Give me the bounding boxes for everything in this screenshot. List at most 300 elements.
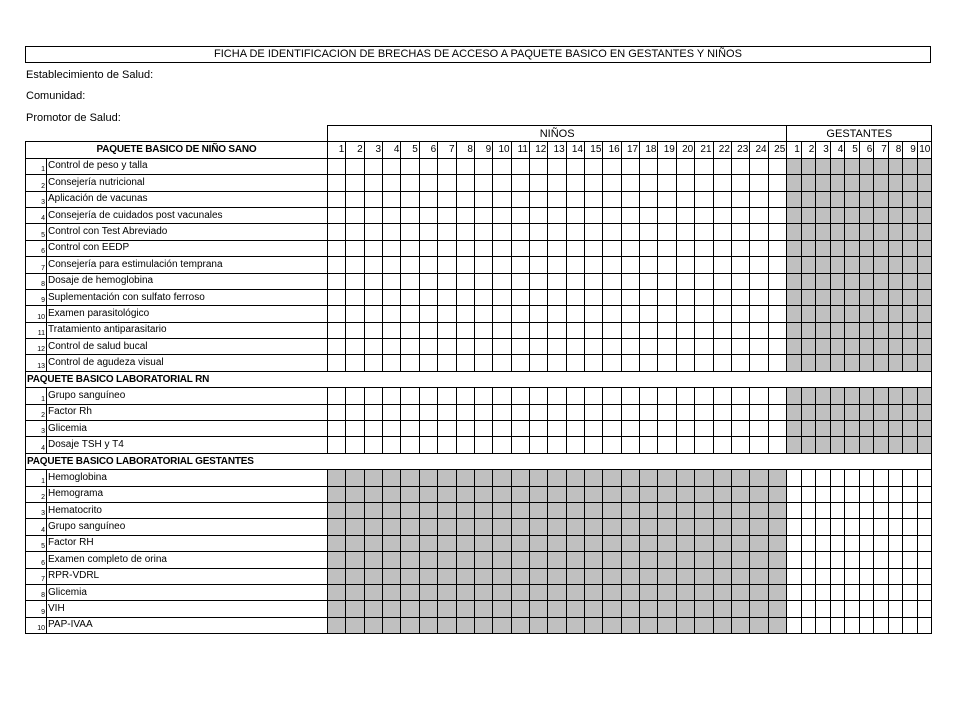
nino-check-cell[interactable]	[750, 175, 768, 191]
nino-check-cell[interactable]	[713, 355, 731, 371]
gestante-check-cell[interactable]	[859, 601, 874, 617]
nino-check-cell[interactable]	[731, 273, 749, 289]
nino-check-cell[interactable]	[676, 322, 694, 338]
nino-check-cell[interactable]	[548, 158, 566, 174]
nino-check-cell[interactable]	[713, 257, 731, 273]
gestante-check-cell[interactable]	[787, 470, 802, 486]
gestante-check-cell[interactable]	[801, 552, 816, 568]
nino-check-cell[interactable]	[511, 240, 529, 256]
nino-check-cell[interactable]	[493, 339, 511, 355]
nino-check-cell[interactable]	[750, 273, 768, 289]
nino-check-cell[interactable]	[364, 421, 382, 437]
gestante-check-cell[interactable]	[888, 552, 903, 568]
nino-check-cell[interactable]	[768, 224, 787, 240]
nino-check-cell[interactable]	[383, 224, 401, 240]
gestante-check-cell[interactable]	[845, 470, 860, 486]
gestante-check-cell[interactable]	[903, 502, 918, 518]
nino-check-cell[interactable]	[750, 322, 768, 338]
nino-check-cell[interactable]	[401, 437, 419, 453]
nino-check-cell[interactable]	[493, 306, 511, 322]
gestante-check-cell[interactable]	[830, 601, 845, 617]
nino-check-cell[interactable]	[658, 158, 676, 174]
nino-check-cell[interactable]	[456, 404, 474, 420]
gestante-check-cell[interactable]	[874, 535, 889, 551]
nino-check-cell[interactable]	[511, 158, 529, 174]
nino-check-cell[interactable]	[731, 240, 749, 256]
nino-check-cell[interactable]	[585, 273, 603, 289]
nino-check-cell[interactable]	[456, 175, 474, 191]
nino-check-cell[interactable]	[346, 175, 364, 191]
nino-check-cell[interactable]	[438, 207, 456, 223]
nino-check-cell[interactable]	[474, 273, 492, 289]
gestante-check-cell[interactable]	[845, 519, 860, 535]
nino-check-cell[interactable]	[493, 240, 511, 256]
nino-check-cell[interactable]	[695, 388, 713, 404]
nino-check-cell[interactable]	[529, 289, 547, 305]
nino-check-cell[interactable]	[346, 289, 364, 305]
nino-check-cell[interactable]	[548, 191, 566, 207]
nino-check-cell[interactable]	[493, 421, 511, 437]
nino-check-cell[interactable]	[603, 191, 621, 207]
nino-check-cell[interactable]	[603, 175, 621, 191]
nino-check-cell[interactable]	[346, 224, 364, 240]
nino-check-cell[interactable]	[383, 273, 401, 289]
gestante-check-cell[interactable]	[859, 519, 874, 535]
gestante-check-cell[interactable]	[903, 552, 918, 568]
nino-check-cell[interactable]	[640, 388, 658, 404]
nino-check-cell[interactable]	[768, 240, 787, 256]
nino-check-cell[interactable]	[676, 207, 694, 223]
nino-check-cell[interactable]	[603, 306, 621, 322]
nino-check-cell[interactable]	[603, 437, 621, 453]
nino-check-cell[interactable]	[419, 322, 437, 338]
nino-check-cell[interactable]	[621, 175, 639, 191]
gestante-check-cell[interactable]	[801, 601, 816, 617]
gestante-check-cell[interactable]	[874, 552, 889, 568]
nino-check-cell[interactable]	[695, 224, 713, 240]
nino-check-cell[interactable]	[566, 306, 584, 322]
nino-check-cell[interactable]	[529, 175, 547, 191]
nino-check-cell[interactable]	[419, 240, 437, 256]
gestante-check-cell[interactable]	[859, 470, 874, 486]
nino-check-cell[interactable]	[419, 289, 437, 305]
nino-check-cell[interactable]	[346, 240, 364, 256]
nino-check-cell[interactable]	[438, 273, 456, 289]
nino-check-cell[interactable]	[658, 257, 676, 273]
nino-check-cell[interactable]	[658, 388, 676, 404]
nino-check-cell[interactable]	[731, 437, 749, 453]
gestante-check-cell[interactable]	[903, 568, 918, 584]
nino-check-cell[interactable]	[585, 322, 603, 338]
nino-check-cell[interactable]	[419, 306, 437, 322]
nino-check-cell[interactable]	[438, 306, 456, 322]
nino-check-cell[interactable]	[529, 306, 547, 322]
nino-check-cell[interactable]	[713, 421, 731, 437]
nino-check-cell[interactable]	[456, 355, 474, 371]
nino-check-cell[interactable]	[438, 257, 456, 273]
nino-check-cell[interactable]	[419, 158, 437, 174]
nino-check-cell[interactable]	[750, 421, 768, 437]
nino-check-cell[interactable]	[566, 388, 584, 404]
gestante-check-cell[interactable]	[787, 617, 802, 633]
nino-check-cell[interactable]	[529, 339, 547, 355]
gestante-check-cell[interactable]	[816, 601, 831, 617]
nino-check-cell[interactable]	[328, 437, 346, 453]
nino-check-cell[interactable]	[401, 404, 419, 420]
nino-check-cell[interactable]	[383, 240, 401, 256]
gestante-check-cell[interactable]	[917, 552, 932, 568]
nino-check-cell[interactable]	[640, 273, 658, 289]
nino-check-cell[interactable]	[328, 306, 346, 322]
nino-check-cell[interactable]	[511, 355, 529, 371]
nino-check-cell[interactable]	[328, 404, 346, 420]
gestante-check-cell[interactable]	[801, 617, 816, 633]
nino-check-cell[interactable]	[511, 191, 529, 207]
nino-check-cell[interactable]	[750, 388, 768, 404]
nino-check-cell[interactable]	[695, 191, 713, 207]
nino-check-cell[interactable]	[383, 421, 401, 437]
nino-check-cell[interactable]	[328, 257, 346, 273]
nino-check-cell[interactable]	[731, 421, 749, 437]
nino-check-cell[interactable]	[529, 191, 547, 207]
gestante-check-cell[interactable]	[830, 552, 845, 568]
nino-check-cell[interactable]	[493, 224, 511, 240]
gestante-check-cell[interactable]	[845, 601, 860, 617]
nino-check-cell[interactable]	[529, 404, 547, 420]
nino-check-cell[interactable]	[474, 355, 492, 371]
nino-check-cell[interactable]	[548, 273, 566, 289]
nino-check-cell[interactable]	[346, 339, 364, 355]
nino-check-cell[interactable]	[585, 257, 603, 273]
nino-check-cell[interactable]	[676, 421, 694, 437]
nino-check-cell[interactable]	[401, 207, 419, 223]
nino-check-cell[interactable]	[566, 404, 584, 420]
nino-check-cell[interactable]	[401, 388, 419, 404]
nino-check-cell[interactable]	[493, 355, 511, 371]
nino-check-cell[interactable]	[346, 273, 364, 289]
nino-check-cell[interactable]	[364, 355, 382, 371]
nino-check-cell[interactable]	[676, 273, 694, 289]
nino-check-cell[interactable]	[750, 240, 768, 256]
nino-check-cell[interactable]	[548, 322, 566, 338]
nino-check-cell[interactable]	[640, 175, 658, 191]
nino-check-cell[interactable]	[383, 158, 401, 174]
nino-check-cell[interactable]	[511, 257, 529, 273]
gestante-check-cell[interactable]	[787, 519, 802, 535]
nino-check-cell[interactable]	[529, 421, 547, 437]
nino-check-cell[interactable]	[346, 207, 364, 223]
gestante-check-cell[interactable]	[787, 601, 802, 617]
nino-check-cell[interactable]	[346, 421, 364, 437]
gestante-check-cell[interactable]	[859, 568, 874, 584]
nino-check-cell[interactable]	[548, 437, 566, 453]
nino-check-cell[interactable]	[383, 437, 401, 453]
nino-check-cell[interactable]	[511, 289, 529, 305]
nino-check-cell[interactable]	[621, 339, 639, 355]
nino-check-cell[interactable]	[328, 175, 346, 191]
nino-check-cell[interactable]	[621, 437, 639, 453]
nino-check-cell[interactable]	[511, 339, 529, 355]
nino-check-cell[interactable]	[676, 388, 694, 404]
nino-check-cell[interactable]	[566, 322, 584, 338]
nino-check-cell[interactable]	[750, 257, 768, 273]
nino-check-cell[interactable]	[511, 175, 529, 191]
nino-check-cell[interactable]	[750, 437, 768, 453]
nino-check-cell[interactable]	[585, 421, 603, 437]
nino-check-cell[interactable]	[621, 421, 639, 437]
nino-check-cell[interactable]	[328, 339, 346, 355]
nino-check-cell[interactable]	[474, 207, 492, 223]
gestante-check-cell[interactable]	[888, 519, 903, 535]
gestante-check-cell[interactable]	[801, 584, 816, 600]
nino-check-cell[interactable]	[676, 289, 694, 305]
nino-check-cell[interactable]	[640, 339, 658, 355]
nino-check-cell[interactable]	[346, 158, 364, 174]
nino-check-cell[interactable]	[438, 224, 456, 240]
nino-check-cell[interactable]	[713, 289, 731, 305]
nino-check-cell[interactable]	[585, 207, 603, 223]
nino-check-cell[interactable]	[640, 306, 658, 322]
nino-check-cell[interactable]	[750, 339, 768, 355]
gestante-check-cell[interactable]	[903, 601, 918, 617]
nino-check-cell[interactable]	[603, 339, 621, 355]
nino-check-cell[interactable]	[585, 306, 603, 322]
nino-check-cell[interactable]	[493, 158, 511, 174]
nino-check-cell[interactable]	[658, 355, 676, 371]
gestante-check-cell[interactable]	[874, 584, 889, 600]
gestante-check-cell[interactable]	[859, 617, 874, 633]
nino-check-cell[interactable]	[548, 306, 566, 322]
nino-check-cell[interactable]	[548, 339, 566, 355]
nino-check-cell[interactable]	[438, 158, 456, 174]
nino-check-cell[interactable]	[383, 306, 401, 322]
nino-check-cell[interactable]	[585, 191, 603, 207]
nino-check-cell[interactable]	[621, 322, 639, 338]
nino-check-cell[interactable]	[383, 404, 401, 420]
nino-check-cell[interactable]	[750, 404, 768, 420]
nino-check-cell[interactable]	[768, 273, 787, 289]
nino-check-cell[interactable]	[621, 289, 639, 305]
nino-check-cell[interactable]	[548, 421, 566, 437]
nino-check-cell[interactable]	[438, 404, 456, 420]
nino-check-cell[interactable]	[511, 322, 529, 338]
nino-check-cell[interactable]	[640, 158, 658, 174]
nino-check-cell[interactable]	[731, 306, 749, 322]
nino-check-cell[interactable]	[438, 339, 456, 355]
nino-check-cell[interactable]	[364, 388, 382, 404]
nino-check-cell[interactable]	[346, 437, 364, 453]
nino-check-cell[interactable]	[474, 175, 492, 191]
nino-check-cell[interactable]	[419, 421, 437, 437]
nino-check-cell[interactable]	[750, 224, 768, 240]
nino-check-cell[interactable]	[474, 388, 492, 404]
nino-check-cell[interactable]	[328, 224, 346, 240]
nino-check-cell[interactable]	[438, 175, 456, 191]
nino-check-cell[interactable]	[383, 257, 401, 273]
nino-check-cell[interactable]	[364, 339, 382, 355]
nino-check-cell[interactable]	[493, 257, 511, 273]
nino-check-cell[interactable]	[713, 388, 731, 404]
gestante-check-cell[interactable]	[917, 601, 932, 617]
gestante-check-cell[interactable]	[888, 568, 903, 584]
nino-check-cell[interactable]	[456, 306, 474, 322]
gestante-check-cell[interactable]	[816, 584, 831, 600]
nino-check-cell[interactable]	[419, 388, 437, 404]
nino-check-cell[interactable]	[566, 421, 584, 437]
nino-check-cell[interactable]	[658, 289, 676, 305]
gestante-check-cell[interactable]	[830, 502, 845, 518]
nino-check-cell[interactable]	[768, 388, 787, 404]
gestante-check-cell[interactable]	[845, 502, 860, 518]
nino-check-cell[interactable]	[419, 191, 437, 207]
nino-check-cell[interactable]	[603, 421, 621, 437]
nino-check-cell[interactable]	[566, 240, 584, 256]
nino-check-cell[interactable]	[603, 273, 621, 289]
gestante-check-cell[interactable]	[845, 535, 860, 551]
gestante-check-cell[interactable]	[917, 519, 932, 535]
gestante-check-cell[interactable]	[830, 486, 845, 502]
nino-check-cell[interactable]	[640, 404, 658, 420]
nino-check-cell[interactable]	[640, 421, 658, 437]
gestante-check-cell[interactable]	[816, 519, 831, 535]
nino-check-cell[interactable]	[529, 437, 547, 453]
nino-check-cell[interactable]	[548, 404, 566, 420]
nino-check-cell[interactable]	[438, 355, 456, 371]
nino-check-cell[interactable]	[364, 207, 382, 223]
nino-check-cell[interactable]	[585, 388, 603, 404]
nino-check-cell[interactable]	[456, 421, 474, 437]
nino-check-cell[interactable]	[676, 339, 694, 355]
nino-check-cell[interactable]	[529, 158, 547, 174]
gestante-check-cell[interactable]	[874, 486, 889, 502]
nino-check-cell[interactable]	[713, 175, 731, 191]
nino-check-cell[interactable]	[731, 388, 749, 404]
nino-check-cell[interactable]	[566, 339, 584, 355]
nino-check-cell[interactable]	[695, 240, 713, 256]
nino-check-cell[interactable]	[603, 388, 621, 404]
nino-check-cell[interactable]	[658, 175, 676, 191]
nino-check-cell[interactable]	[456, 339, 474, 355]
nino-check-cell[interactable]	[713, 158, 731, 174]
nino-check-cell[interactable]	[640, 355, 658, 371]
gestante-check-cell[interactable]	[888, 584, 903, 600]
nino-check-cell[interactable]	[474, 322, 492, 338]
nino-check-cell[interactable]	[658, 240, 676, 256]
nino-check-cell[interactable]	[456, 273, 474, 289]
nino-check-cell[interactable]	[676, 175, 694, 191]
nino-check-cell[interactable]	[364, 257, 382, 273]
nino-check-cell[interactable]	[603, 158, 621, 174]
nino-check-cell[interactable]	[585, 240, 603, 256]
nino-check-cell[interactable]	[529, 273, 547, 289]
nino-check-cell[interactable]	[731, 191, 749, 207]
gestante-check-cell[interactable]	[888, 470, 903, 486]
gestante-check-cell[interactable]	[816, 486, 831, 502]
nino-check-cell[interactable]	[695, 257, 713, 273]
gestante-check-cell[interactable]	[888, 617, 903, 633]
nino-check-cell[interactable]	[585, 404, 603, 420]
nino-check-cell[interactable]	[401, 339, 419, 355]
nino-check-cell[interactable]	[640, 240, 658, 256]
gestante-check-cell[interactable]	[816, 535, 831, 551]
nino-check-cell[interactable]	[493, 207, 511, 223]
nino-check-cell[interactable]	[383, 355, 401, 371]
nino-check-cell[interactable]	[401, 421, 419, 437]
nino-check-cell[interactable]	[621, 240, 639, 256]
nino-check-cell[interactable]	[493, 273, 511, 289]
nino-check-cell[interactable]	[474, 158, 492, 174]
nino-check-cell[interactable]	[566, 191, 584, 207]
nino-check-cell[interactable]	[511, 421, 529, 437]
nino-check-cell[interactable]	[566, 437, 584, 453]
nino-check-cell[interactable]	[603, 224, 621, 240]
nino-check-cell[interactable]	[401, 257, 419, 273]
nino-check-cell[interactable]	[603, 240, 621, 256]
nino-check-cell[interactable]	[768, 339, 787, 355]
gestante-check-cell[interactable]	[787, 502, 802, 518]
gestante-check-cell[interactable]	[845, 617, 860, 633]
nino-check-cell[interactable]	[566, 257, 584, 273]
nino-check-cell[interactable]	[328, 240, 346, 256]
nino-check-cell[interactable]	[750, 289, 768, 305]
nino-check-cell[interactable]	[750, 306, 768, 322]
nino-check-cell[interactable]	[364, 158, 382, 174]
nino-check-cell[interactable]	[768, 207, 787, 223]
nino-check-cell[interactable]	[346, 306, 364, 322]
nino-check-cell[interactable]	[438, 191, 456, 207]
nino-check-cell[interactable]	[474, 421, 492, 437]
gestante-check-cell[interactable]	[874, 601, 889, 617]
nino-check-cell[interactable]	[511, 437, 529, 453]
nino-check-cell[interactable]	[493, 289, 511, 305]
nino-check-cell[interactable]	[383, 207, 401, 223]
nino-check-cell[interactable]	[364, 306, 382, 322]
nino-check-cell[interactable]	[695, 322, 713, 338]
nino-check-cell[interactable]	[529, 355, 547, 371]
gestante-check-cell[interactable]	[816, 617, 831, 633]
nino-check-cell[interactable]	[658, 306, 676, 322]
gestante-check-cell[interactable]	[917, 568, 932, 584]
nino-check-cell[interactable]	[493, 175, 511, 191]
nino-check-cell[interactable]	[456, 437, 474, 453]
gestante-check-cell[interactable]	[903, 519, 918, 535]
gestante-check-cell[interactable]	[859, 486, 874, 502]
nino-check-cell[interactable]	[346, 404, 364, 420]
gestante-check-cell[interactable]	[845, 552, 860, 568]
nino-check-cell[interactable]	[548, 257, 566, 273]
gestante-check-cell[interactable]	[830, 568, 845, 584]
nino-check-cell[interactable]	[419, 355, 437, 371]
nino-check-cell[interactable]	[566, 289, 584, 305]
nino-check-cell[interactable]	[328, 289, 346, 305]
nino-check-cell[interactable]	[695, 158, 713, 174]
nino-check-cell[interactable]	[419, 339, 437, 355]
nino-check-cell[interactable]	[621, 224, 639, 240]
nino-check-cell[interactable]	[401, 306, 419, 322]
nino-check-cell[interactable]	[401, 240, 419, 256]
nino-check-cell[interactable]	[695, 289, 713, 305]
nino-check-cell[interactable]	[768, 404, 787, 420]
nino-check-cell[interactable]	[731, 339, 749, 355]
nino-check-cell[interactable]	[419, 175, 437, 191]
gestante-check-cell[interactable]	[816, 568, 831, 584]
nino-check-cell[interactable]	[456, 191, 474, 207]
nino-check-cell[interactable]	[566, 158, 584, 174]
nino-check-cell[interactable]	[364, 224, 382, 240]
nino-check-cell[interactable]	[768, 191, 787, 207]
nino-check-cell[interactable]	[713, 224, 731, 240]
nino-check-cell[interactable]	[456, 388, 474, 404]
